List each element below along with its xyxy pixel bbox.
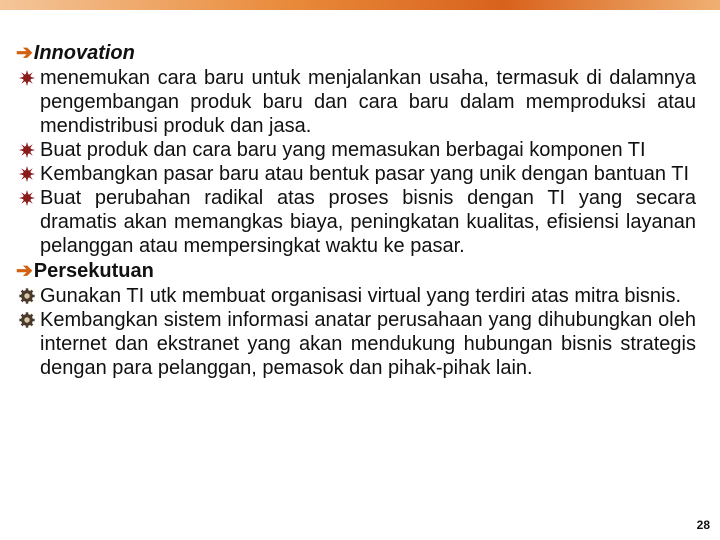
gear-bullet-icon <box>18 287 36 305</box>
heading-persekutuan-label: Persekutuan <box>33 260 154 282</box>
list-item <box>16 186 696 258</box>
right-arrow-icon: ➔ <box>16 42 33 64</box>
list-item <box>16 162 696 186</box>
list-item <box>16 308 696 380</box>
sunburst-bullet-icon <box>18 141 36 159</box>
gear-bullet-icon <box>18 311 36 329</box>
list-item-text: Gunakan TI utk membuat organisasi virtual yang terdiri atas mitra bisnis. <box>40 285 682 307</box>
list-item-text: Buat perubahan radikal atas proses bisnis dengan TI yang secara dramatis akan memangkas biaya, peningkatan kualitas, efisiensi layanan pelanggan atau mempersingkat waktu ke pasar. <box>40 187 696 257</box>
list-item <box>16 284 696 308</box>
heading-persekutuan <box>16 258 696 284</box>
list-item-text: Kembangkan pasar baru atau bentuk pasar yang unik dengan bantuan TI <box>40 163 689 185</box>
list-item-text: Kembangkan sistem informasi anatar perusahaan yang dihubungkan oleh internet dan ekstranet yang akan mendukung hubungan bisnis strategis dengan para pelanggan, pemasok dan pihak-pihak lain. <box>40 309 696 379</box>
slide-content <box>16 40 696 380</box>
page-number: 28 <box>696 518 710 532</box>
list-item-text: Buat produk dan cara baru yang memasukan berbagai komponen TI <box>40 139 646 161</box>
heading-innovation-label: Innovation <box>33 42 135 64</box>
sunburst-bullet-icon <box>18 189 36 207</box>
right-arrow-icon: ➔ <box>16 260 33 282</box>
heading-innovation <box>16 40 696 66</box>
list-item <box>16 138 696 162</box>
list-item <box>16 66 696 138</box>
sunburst-bullet-icon <box>18 69 36 87</box>
header-gradient-bar <box>0 0 720 10</box>
list-item-text: menemukan cara baru untuk menjalankan usaha, termasuk di dalamnya pengembangan produk baru dan cara baru dalam memproduksi atau mendistribusi produk dan jasa. <box>40 67 696 137</box>
sunburst-bullet-icon <box>18 165 36 183</box>
